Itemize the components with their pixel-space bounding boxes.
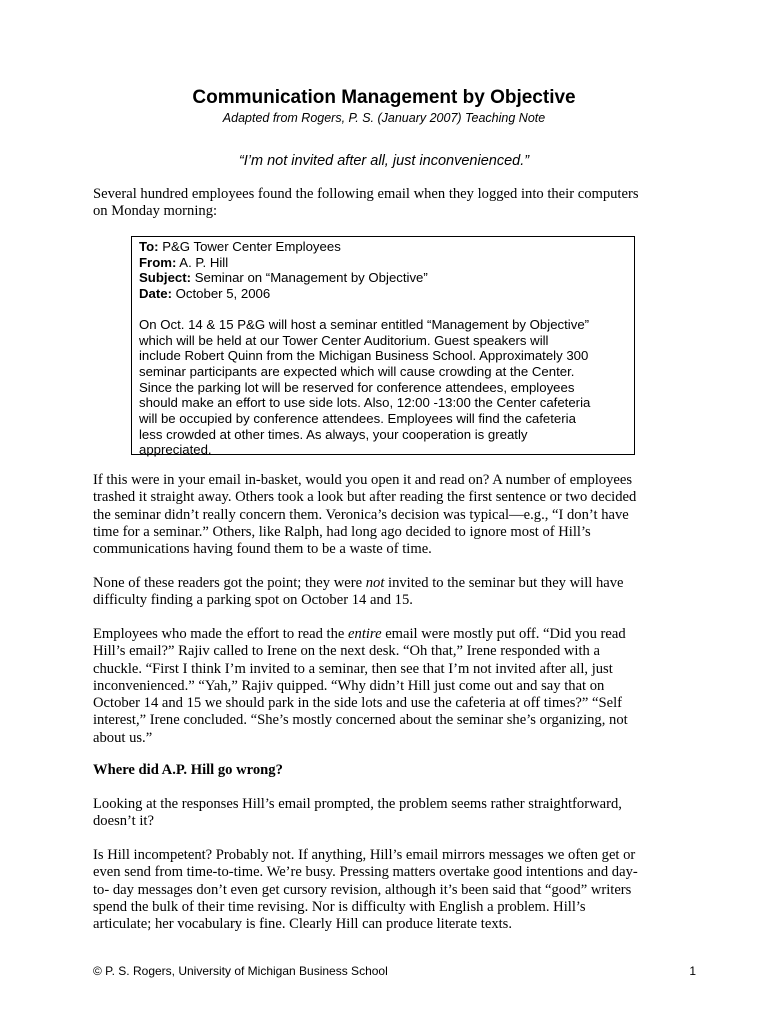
text-line: the seminar didn’t really concern them. Veronica’s decision was typical—e.g., “I don’t have [93,506,629,523]
email-from-value: A. P. Hill [176,254,229,270]
email-body-line: which will be held at our Tower Center Auditorium. Guest speakers will [139,332,549,348]
text-line: inconvenienced.” “Yah,” Rajiv quipped. “Why didn’t Hill just come out and say that on [93,677,605,694]
email-body-line: seminar participants are expected which will cause crowding at the Center. [139,363,575,379]
text-line: Is Hill incompetent? Probably not. If anything, Hill’s email mirrors messages we often get or [93,847,636,863]
text-line: chuckle. “First I think I’m invited to a seminar, then see that I’m not invited after all, just [93,660,613,677]
email-body-line: Since the parking lot will be reserved for conference attendees, employees [139,379,575,395]
point-paragraph [93,575,713,610]
email-box [131,236,635,458]
text-line: even send from time-to-time. We’re busy. Pressing matters overtake good intentions and day- [93,864,638,881]
text-segment: None of these readers got the point; they were [93,575,366,591]
text-segment: Employees who made the effort to read the [93,626,349,642]
incompetent-paragraph [93,847,713,933]
text-line: October 14 and 15 we should park in the side lots and use the cafeteria at off times?” “Self [93,695,622,712]
email-subject-line [139,270,634,286]
intro-paragraph [93,186,713,221]
text-line: Hill’s email?” Rajiv called to Irene on the next desk. “Oh that,” Irene responded with a [93,643,600,660]
text-line: If this were in your email in-basket, would you open it and read on? A number of employees [93,472,633,488]
text-line [93,575,713,592]
entire-paragraph [93,626,713,747]
document-subtitle: Adapted from Rogers, P. S. (January 2007) Teaching Note [222,111,546,125]
text-line: Looking at the responses Hill’s email prompted, the problem seems rather straightforward, [93,796,622,812]
email-body-line: appreciated. [139,442,212,458]
text-line: to- day messages don’t even get cursory revision, although it’s been said that “good” writers [93,881,632,898]
text-line: articulate; her vocabulary is fine. Clearly Hill can produce literate texts. [93,916,512,933]
email-to-line [139,239,634,255]
text-line [93,626,713,643]
email-date-line [139,286,634,302]
emphasized-text: entire [348,626,382,642]
footer-copyright: © P. S. Rogers, University of Michigan Business School [93,964,388,978]
text-line: on Monday morning: [93,203,218,220]
emphasized-text: not [365,575,385,591]
text-line: about us.” [93,729,153,746]
text-line: interest,” Irene concluded. “She’s mostly concerned about the seminar she’s organizing, not [93,712,628,729]
page-number: 1 [689,964,696,978]
email-body [139,317,634,458]
text-line: difficulty finding a parking spot on October 14 and 15. [93,592,413,609]
email-body-line: less crowded at other times. As always, your cooperation is greatly [139,426,528,442]
email-body-line: should make an effort to use side lots. Also, 12:00 -13:00 the Center cafeteria [139,395,591,411]
section-heading: Where did A.P. Hill go wrong? [93,762,283,778]
text-line: doesn’t it? [93,813,154,830]
email-body-line: will be occupied by conference attendees. Employees will find the cafeteria [139,411,576,427]
text-line: trashed it straight away. Others took a look but after reading the first sentence or two decided [93,489,637,506]
email-from-line [139,255,634,271]
email-to-label: To: [139,239,159,254]
inbasket-paragraph [93,472,713,558]
text-line: time for a seminar.” Others, like Ralph, had long ago decided to ignore most of Hill’s [93,523,591,540]
email-date-value: October 5, 2006 [171,286,271,302]
email-subject-value: Seminar on “Management by Objective” [191,270,428,286]
text-line: spend the bulk of their time revising. Nor is difficulty with English a problem. Hill’s [93,898,586,915]
email-body-line: On Oct. 14 & 15 P&G will host a seminar entitled “Management by Objective” [139,316,590,332]
text-segment: email were mostly put off. “Did you read [381,626,626,642]
responses-paragraph [93,796,713,831]
email-subject-label: Subject: [139,270,192,286]
text-line: communications having found them to be a waste of time. [93,541,432,558]
email-body-line: include Robert Quinn from the Michigan Business School. Approximately 300 [139,348,589,364]
text-line: Several hundred employees found the following email when they logged into their computers [93,186,639,202]
epigraph-quote: “I’m not invited after all, just inconvenienced.” [238,153,530,169]
email-to-value: P&G Tower Center Employees [158,239,341,254]
email-date-label: Date: [139,286,172,302]
email-from-label: From: [139,254,177,270]
text-segment: invited to the seminar but they will have [384,575,624,591]
document-title: Communication Management by Objective [192,87,576,108]
